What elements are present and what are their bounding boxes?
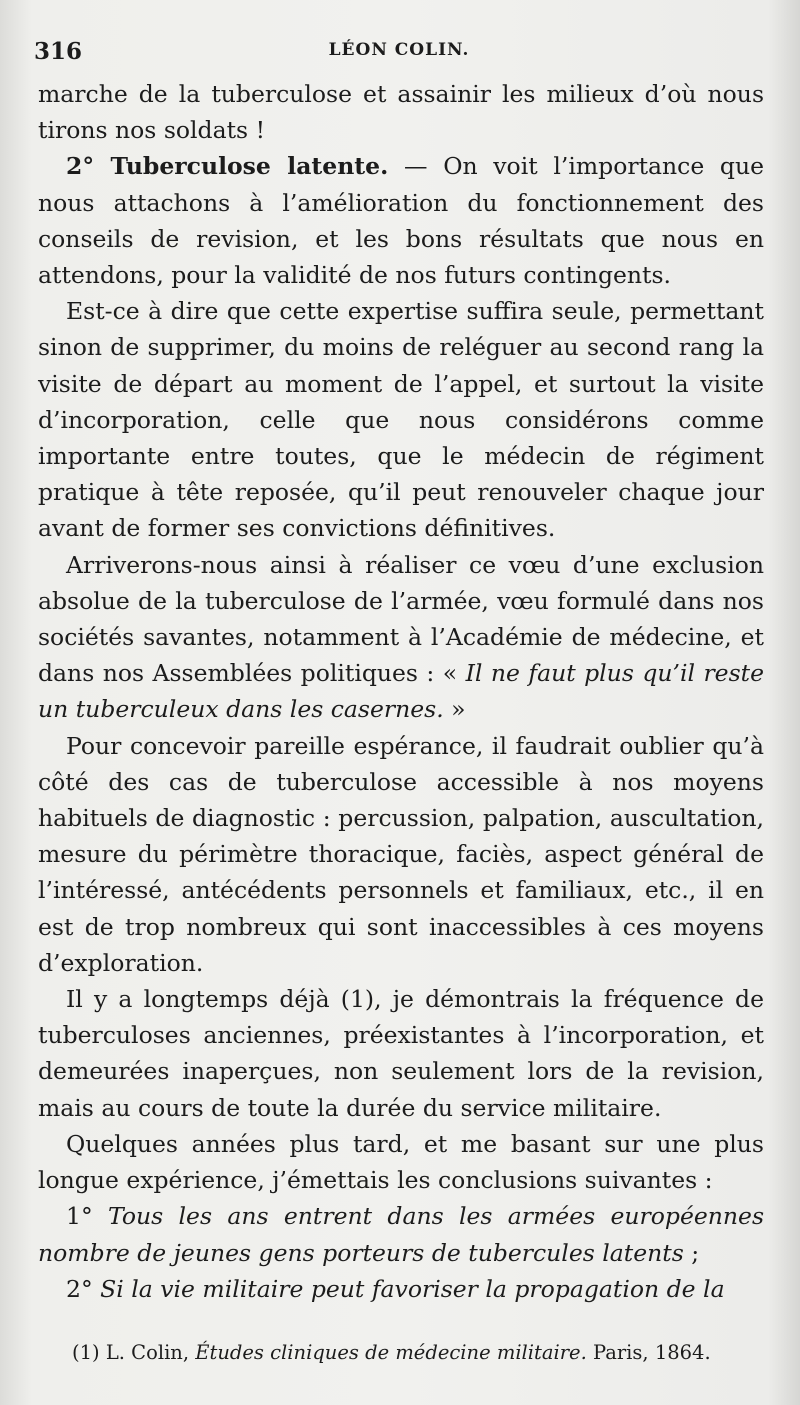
paragraph-6: Il y a longtemps déjà (1), je démontrais la fréquence de tuberculoses anciennes, préexistantes à l’incorporation, et demeurées inaperçues, non seulement lors de la revision, mais au cours de toute la durée du service militaire. <box>38 985 764 1122</box>
paragraph-4 <box>38 547 764 728</box>
conclusion-2-text: Si la vie militaire peut favoriser la propagation de la <box>100 1274 725 1303</box>
footnote-ref: (1) L. Colin, <box>72 1341 196 1364</box>
conclusion-2 <box>38 1271 764 1307</box>
paragraph-2-text: — On voit l’importance que nous attachons à l’amélioration du fonctionnement des conseils de revision, et les bons résultats que nous en attendons, pour la validité de nos futurs contingents. <box>38 152 765 290</box>
page-header <box>34 38 764 72</box>
paragraph-3: Est-ce à dire que cette expertise suffira seule, permettant sinon de supprimer, du moins de reléguer au second rang la visite de départ au moment de l’appel, et surtout la visite d’incorporation, celle que nous considérons comme importante entre toutes, que le médecin de régiment pratique à tête reposée, qu’il peut renouveler chaque jour avant de former ses convictions définitives. <box>38 297 764 543</box>
body-text <box>38 76 764 1307</box>
paragraph-1: marche de la tuberculose et assainir les milieux d’où nous tirons nos soldats ! <box>38 80 764 145</box>
conclusion-1 <box>38 1198 764 1270</box>
conclusion-1-text: Tous les ans entrent dans les armées européennes nombre de jeunes gens porteurs de tubercules latents <box>38 1202 765 1267</box>
footnote-title: Études cliniques de médecine militaire. <box>195 1341 587 1364</box>
footnote-rest: Paris, 1864. <box>586 1341 711 1364</box>
running-title: LÉON COLIN. <box>328 40 470 60</box>
quotation: Il ne faut plus qu’il reste un tuberculeux dans les casernes. <box>38 659 765 724</box>
paragraph-5: Pour concevoir pareille espérance, il faudrait oublier qu’à côté des cas de tuberculose accessible à nos moyens habituels de diagnostic : percussion, palpation, auscultation, mesure du périmètre thoracique, faciès, aspect général de l’intéressé, antécédents personnels et familiaux, etc., il en est de trop nombreux qui sont inaccessibles à ces moyens d’exploration. <box>38 731 764 977</box>
page-number: 316 <box>34 38 83 65</box>
footnote <box>72 1340 752 1366</box>
paragraph-2 <box>38 148 764 293</box>
conclusion-1-number: 1° <box>66 1202 109 1231</box>
paragraph-4-text: Arriverons-nous ainsi à réaliser ce vœu d’une exclusion absolue de la tuberculose de l’armée, vœu formulé dans nos sociétés savantes, notamment à l’Académie de médecine, et dans nos Assemblées politiques : « <box>38 550 764 688</box>
paragraph-4-end: » <box>443 695 466 724</box>
conclusion-1-end: ; <box>683 1238 700 1267</box>
paragraph-7: Quelques années plus tard, et me basant sur une plus longue expérience, j’émettais les conclusions suivantes : <box>38 1129 764 1195</box>
section-heading: 2° Tuberculose latente. <box>66 152 389 181</box>
conclusion-2-number: 2° <box>66 1274 101 1303</box>
